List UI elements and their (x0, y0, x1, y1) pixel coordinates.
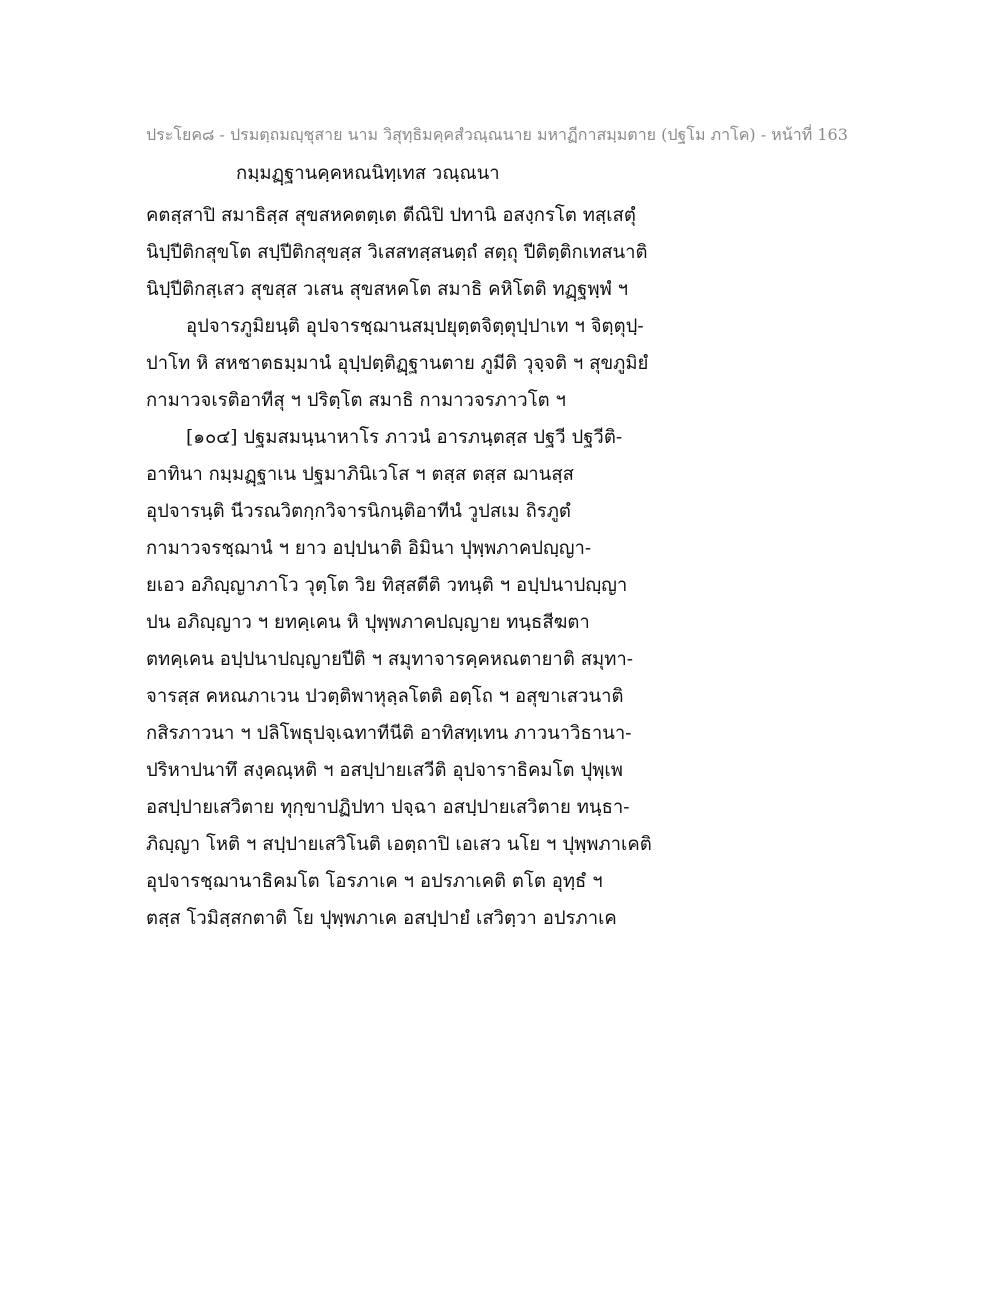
text-line: ยเอว อภิญฺญาภาโว วุตฺโต วิย ทิสฺสตีติ วทนฺติ ฯ อปฺปนาปญฺญา (146, 575, 628, 596)
text-line: จารสฺส คหณภาเวน ปวตฺติพาหุลฺลโตติ อตฺโถ ฯ อสุขาเสวนาติ (146, 686, 624, 707)
text-line: อุปจารนฺติ นีวรณวิตกฺกวิจารนิกนฺติอาทีนํ วูปสเม ถิรภูตํ (146, 501, 571, 522)
text-line: ปาโท หิ สหชาตธมฺมานํ อุปฺปตฺติฏฺฐานตาย ภูมีติ วุจฺจติ ฯ สุขภูมิยํ (146, 353, 649, 374)
text-line: คตสฺสาปิ สมาธิสฺส สุขสหคตตฺเต ตีณิปิ ปทานิ อสงฺกรโต ทสฺเสตุํ (146, 205, 636, 226)
text-line: กามาวจเรติอาทีสุ ฯ ปริตฺโต สมาธิ กามาวจรภาวโต ฯ (146, 390, 566, 411)
text-line: อสปฺปายเสวิตาย ทุกฺขาปฏิปทา ปจฺฉา อสปฺปายเสวิตาย ทนฺธา- (146, 797, 630, 818)
text-line: กามาวจรชฺฌานํ ฯ ยาว อปฺปนาติ อิมินา ปุพฺพภาคปญฺญา- (146, 538, 592, 559)
text-line: [๑๐๔] ปฐมสมนฺนาหาโร ภาวนํ อารภนฺตสฺส ปฐวี ปฐวีติ- (186, 427, 623, 448)
text-line: อุปจารภูมิยนฺติ อุปจารชฺฌานสมฺปยุตฺตจิตฺตุปฺปาเท ฯ จิตฺตุปฺ- (186, 316, 644, 337)
text-line: อุปจารชฺฌานาธิคมโต โอรภาเค ฯ อปรภาเคติ ตโต อุทฺธํ ฯ (146, 871, 603, 892)
text-line: อาทินา กมฺมฏฺฐาเน ปฐมาภินิเวโส ฯ ตสฺส ตสฺส ฌานสฺส (146, 464, 574, 485)
text-line: ตสฺส โวมิสฺสกตาติ โย ปุพฺพภาเค อสปฺปายํ เสวิตฺวา อปรภาเค (146, 908, 617, 929)
section-title: กมฺมฏฺฐานคฺคหณนิทฺเทส วณฺณนา (236, 163, 500, 184)
text-line: ตทคฺเคน อปฺปนาปญฺญายปีติ ฯ สมุทาจารคฺคหณตายาติ สมุทา- (146, 649, 634, 670)
text-line: ภิญฺญา โหติ ฯ สปฺปายเสวิโนติ เอตฺถาปิ เอเสว นโย ฯ ปุพฺพภาเคติ (146, 834, 652, 855)
body-text (146, 197, 866, 937)
text-line: ปริหาปนาทึ สงฺคณฺหติ ฯ อสปฺปายเสวีติ อุปจาราธิคมโต ปุพฺเพ (146, 760, 623, 781)
text-line: นิปฺปีติกสฺเสว สุขสฺส วเสน สุขสหคโต สมาธิ คหิโตติ ทฏฺฐพฺพํ ฯ (146, 279, 629, 300)
text-line: ปน อภิญฺญาว ฯ ยทคฺเคน หิ ปุพฺพภาคปญฺญาย ทนฺธสีฆตา (146, 612, 590, 633)
running-header: ประโยค๘ - ปรมตฺถมญฺชุสาย นาม วิสุทฺธิมคฺคสํวณฺณนาย มหาฏีกาสมฺมตาย (ปฐโม ภาโค) - หน้าที่ 163 (146, 125, 848, 144)
text-line: กสิรภาวนา ฯ ปลิโพธุปจฺเฉทาทีนีติ อาทิสทฺเทน ภาวนาวิธานา- (146, 723, 632, 744)
text-line: นิปฺปีติกสุขโต สปฺปีติกสุขสฺส วิเสสทสฺสนตฺถํ สตฺถุ ปีติตฺติกเทสนาติ (146, 242, 648, 263)
